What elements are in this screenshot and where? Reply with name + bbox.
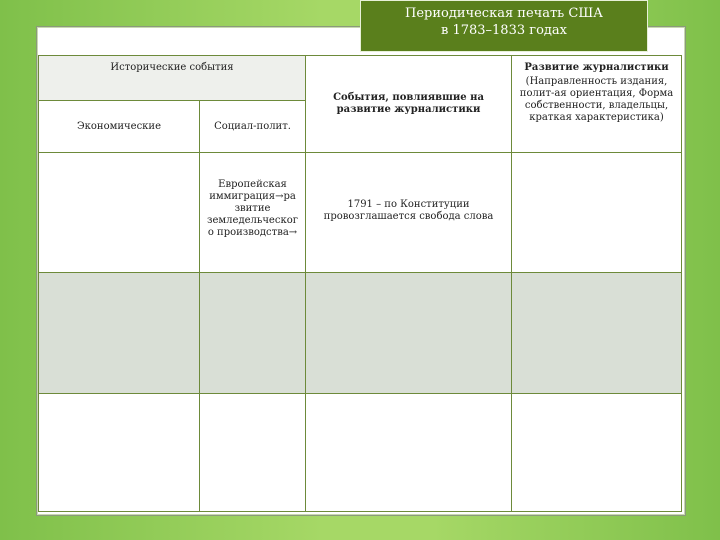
slide-title xyxy=(360,0,648,52)
title-line-1: Периодическая печать США xyxy=(404,6,604,21)
title-line-2: в 1783–1833 годах xyxy=(441,23,567,38)
journalism-heading: Развитие журналистики xyxy=(524,62,669,73)
journalism-table xyxy=(38,55,681,511)
row1-journalism xyxy=(512,153,682,273)
header-social-political: Социал-полит. xyxy=(200,101,306,153)
row3-journalism xyxy=(512,394,682,512)
header-economic: Экономические xyxy=(39,101,200,153)
header-journalism xyxy=(512,56,682,153)
row3-economic xyxy=(39,394,200,512)
row1-economic xyxy=(39,153,200,273)
row2-journalism xyxy=(512,273,682,394)
row1-influencing: 1791 – по Конституции провозглашается свобода слова xyxy=(306,153,512,273)
journalism-description: (Направленность издания, полит-ая ориентация, Форма собственности, владельцы, краткая характеристика) xyxy=(519,76,674,123)
row1-social-political: Европейская иммиграция→ра звитие земледельческог о производства→ xyxy=(200,153,306,273)
row2-social-political xyxy=(200,273,306,394)
row2-influencing xyxy=(306,273,512,394)
row2-economic xyxy=(39,273,200,394)
row3-social-political xyxy=(200,394,306,512)
row3-influencing xyxy=(306,394,512,512)
header-historical-events: Исторические события xyxy=(39,56,306,101)
header-influencing-events: События, повлиявшие на развитие журналистики xyxy=(306,56,512,153)
